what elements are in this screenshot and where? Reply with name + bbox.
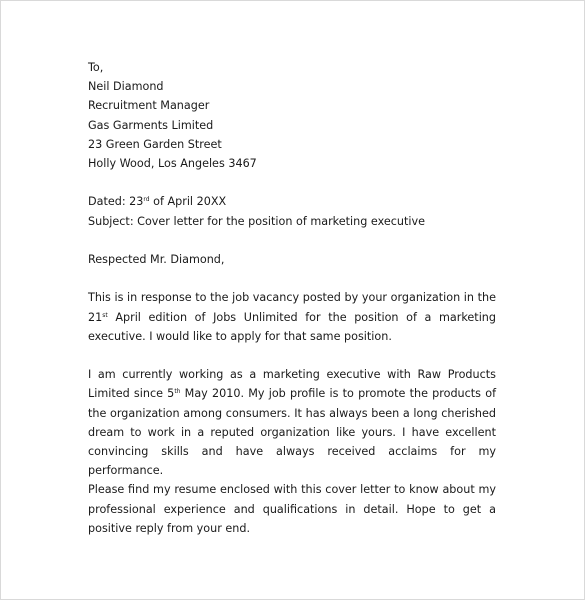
paragraph-2-part1: I am currently working as a marketing executive with Raw Products Limited since 5 <box>88 368 496 401</box>
spacer <box>88 173 496 192</box>
paragraph-1 <box>88 288 496 346</box>
recipient-title: Recruitment Manager <box>88 99 210 113</box>
paragraph-3: Please find my resume enclosed with this cover letter to know about my professional experience and qualifications in detail. Hope to get a positive reply from your end. <box>88 483 496 535</box>
recipient-company: Gas Garments Limited <box>88 118 214 132</box>
spacer <box>88 346 496 365</box>
subject-line: Subject: Cover letter for the position of marketing executive <box>88 214 425 228</box>
dated-line <box>88 192 496 211</box>
recipient-city: Holly Wood, Los Angeles 3467 <box>88 157 257 171</box>
paragraph-1-ordinal: st <box>102 311 108 319</box>
paragraph-2-part2: May 2010. My job profile is to promote the products of the organization among consumers. It has always been a long cherished dream to work in a reputed organization like yours. I have excellent convincing skills and have always received acclaims for my performance. <box>88 387 497 478</box>
dated-rest: of April 20XX <box>149 195 227 209</box>
recipient-street: 23 Green Garden Street <box>88 137 222 151</box>
paragraph-1-part1: This is in response to the job vacancy posted by your organization in the 21 <box>88 291 496 324</box>
spacer <box>88 269 496 288</box>
dated-prefix: Dated: 23 <box>88 195 144 209</box>
recipient-name: Neil Diamond <box>88 80 164 94</box>
paragraph-2 <box>88 365 496 480</box>
paragraph-2-ordinal: th <box>174 388 181 396</box>
to-line: To, <box>88 61 104 74</box>
paragraph-1-part2: April edition of Jobs Unlimited for the position of a marketing executive. I would like to apply for that same position. <box>88 310 496 343</box>
greeting: Respected Mr. Diamond, <box>88 253 225 266</box>
dated-ordinal: rd <box>143 196 150 204</box>
spacer <box>88 231 496 250</box>
cover-letter <box>88 58 496 538</box>
